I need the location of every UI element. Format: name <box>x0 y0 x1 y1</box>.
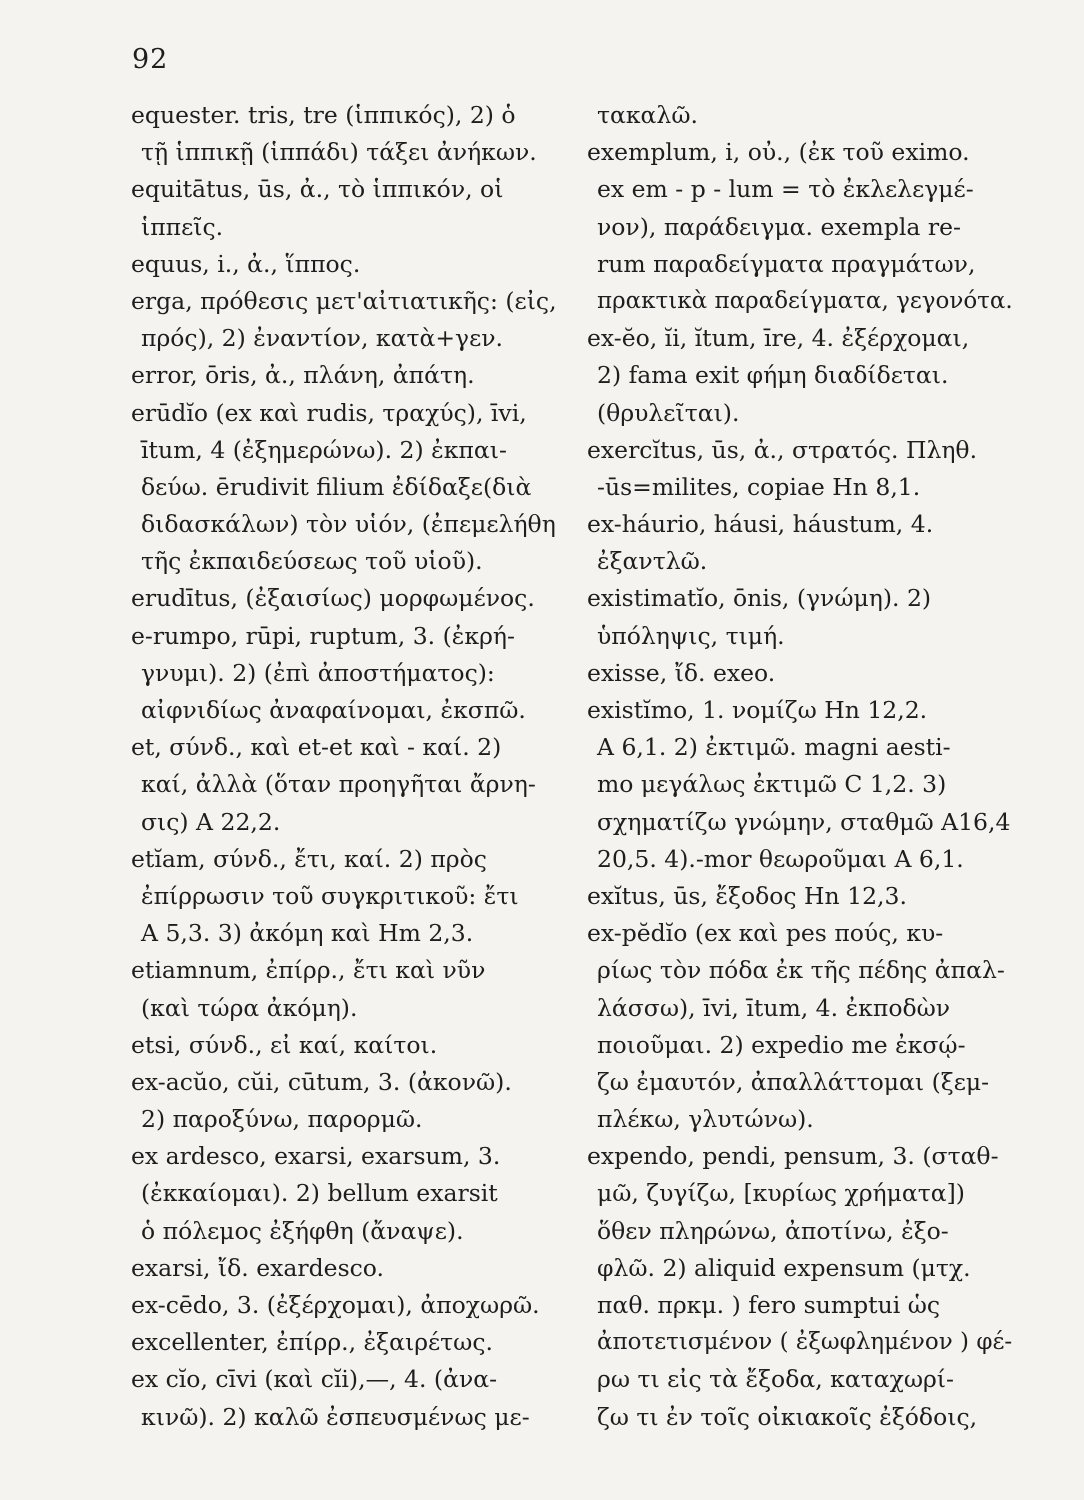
dictionary-line: ὅθεν πληρώνω, ἀποτίνω, ἐξο- <box>597 1216 949 1245</box>
dictionary-line: τακαλῶ. <box>597 101 698 129</box>
dictionary-line: πρακτικὰ παραδείγματα, γεγονότα. <box>597 287 1013 314</box>
dictionary-line: ἐπίρρωσιν τοῦ συγκριτικοῦ: ἔτι <box>141 881 519 910</box>
dictionary-line: πλέκω, γλυτώνω). <box>597 1105 814 1134</box>
dictionary-line: exercĭtus, ūs, ἀ., στρατός. Πληθ. <box>587 435 978 464</box>
dictionary-line: διδασκάλων) τὸν υἱόν, (ἐπεμελήθη <box>141 510 556 539</box>
dictionary-line: ex-pĕdĭo (ex καὶ pes πούς, κυ- <box>587 919 944 948</box>
dictionary-line: rum παραδείγματα πραγμάτων, <box>597 249 976 278</box>
dictionary-line: αἰφνιδίως ἀναφαίνομαι, ἐκσπῶ. <box>141 696 526 724</box>
dictionary-line: τῇ ἱππικῇ (ἱππάδι) τάξει ἀνήκων. <box>141 138 537 167</box>
dictionary-line: ex ardesco, exarsi, exarsum, 3. <box>131 1142 501 1171</box>
dictionary-line: κινῶ). 2) καλῶ ἐσπευσμένως με- <box>141 1402 530 1431</box>
dictionary-line: equitātus, ūs, ἀ., τὸ ἱππικόν, οἱ <box>131 175 504 204</box>
dictionary-line: erudītus, (ἐξαισίως) μορφωμένος. <box>131 584 535 613</box>
dictionary-line: exarsi, ἴδ. exardesco. <box>131 1253 385 1282</box>
dictionary-line: ζω τι ἐν τοῖς οἰκιακοῖς ἐξόδοις, <box>597 1402 978 1431</box>
dictionary-line: ītum, 4 (ἐξημερώνω). 2) ἐκπαι- <box>141 435 507 464</box>
dictionary-line: error, ōris, ἀ., πλάνη, ἀπάτη. <box>131 361 475 390</box>
dictionary-line: 2) fama exit φήμη διαδίδεται. <box>597 361 949 390</box>
dictionary-line: δεύω. ērudivit filium ἐδίδαξε(διὰ <box>141 472 532 501</box>
dictionary-line: ex-háurio, háusi, háustum, 4. <box>587 510 934 539</box>
dictionary-line: ἀποτετισμένον ( ἐξωφλημένον ) φέ- <box>597 1329 1013 1356</box>
dictionary-line: ex-cēdo, 3. (ἐξέρχομαι), ἀποχωρῶ. <box>131 1291 540 1319</box>
dictionary-line: καί, ἀλλὰ (ὅταν προηγῆται ἄρνη- <box>141 770 536 799</box>
dictionary-line: existĭmo, 1. νομίζω Hn 12,2. <box>587 696 928 724</box>
dictionary-line: πρός), 2) ἐναντίον, κατὰ+γεν. <box>141 324 504 353</box>
page-number: 92 <box>132 44 169 75</box>
dictionary-line: etsi, σύνδ., εἰ καί, καίτοι. <box>131 1030 438 1059</box>
dictionary-line: (ἐκκαίομαι). 2) bellum exarsit <box>141 1179 498 1208</box>
right-column <box>587 97 1015 1436</box>
dictionary-line: τῆς ἐκπαιδεύσεως τοῦ υἱοῦ). <box>141 547 483 576</box>
dictionary-line: ἐξαντλῶ. <box>597 547 708 576</box>
dictionary-line: ποιοῦμαι. 2) expedio me ἐκσῴ- <box>597 1030 966 1059</box>
dictionary-line: equus, i., ἀ., ἵππος. <box>131 249 361 278</box>
dictionary-line: ζω ἐμαυτόν, ἀπαλλάττομαι (ξεμ- <box>597 1067 990 1096</box>
dictionary-line: ἱππεῖς. <box>141 212 224 241</box>
dictionary-line: φλῶ. 2) aliquid expensum (μτχ. <box>597 1253 971 1282</box>
dictionary-line: σις) A 22,2. <box>141 807 281 836</box>
dictionary-line: ex cĭo, cīvi (καὶ cĭi),—, 4. (ἀνα- <box>131 1365 498 1394</box>
dictionary-line: mo μεγάλως ἐκτιμῶ C 1,2. 3) <box>597 770 947 799</box>
dictionary-line: erga, πρόθεσις μετ'αἰτιατικῆς: (εἰς, <box>131 286 557 315</box>
dictionary-line: ex em - p - lum = τὸ ἐκλελεγμέ- <box>597 175 974 204</box>
dictionary-line: γνυμι). 2) (ἐπὶ ἀποστήματος): <box>141 658 495 687</box>
dictionary-line: et, σύνδ., καὶ et-et καὶ - καί. 2) <box>131 733 502 762</box>
dictionary-line: ex-acŭo, cŭi, cūtum, 3. (ἀκονῶ). <box>131 1067 512 1096</box>
dictionary-line: erūdĭo (ex καὶ rudis, τραχύς), īvi, <box>131 398 527 427</box>
dictionary-line: A 6,1. 2) ἐκτιμῶ. magni aesti- <box>597 733 951 762</box>
dictionary-line: 20,5. 4).-mor θεωροῦμαι A 6,1. <box>597 844 964 873</box>
dictionary-line: exĭtus, ūs, ἔξοδος Hn 12,3. <box>587 881 907 910</box>
dictionary-line: e-rumpo, rūpi, ruptum, 3. (ἐκρή- <box>131 621 515 650</box>
dictionary-line: ὁ πόλεμος ἐξήφθη (ἄναψε). <box>141 1216 464 1245</box>
dictionary-line: νον), παράδειγμα. exempla re- <box>597 212 961 241</box>
dictionary-line: expendo, pendi, pensum, 3. (σταθ- <box>587 1142 999 1171</box>
dictionary-line: ὑπόληψις, τιμή. <box>597 621 785 650</box>
dictionary-line: equester. tris, tre (ἱππικός), 2) ὁ <box>131 101 516 129</box>
dictionary-line: ρίως τὸν πόδα ἐκ τῆς πέδης ἀπαλ- <box>597 956 1005 985</box>
dictionary-line: excellenter, ἐπίρρ., ἐξαιρέτως. <box>131 1328 493 1357</box>
dictionary-line: ex-ĕo, ĭi, ĭtum, īre, 4. ἐξέρχομαι, <box>587 324 970 353</box>
dictionary-line: (θρυλεῖται). <box>597 398 740 427</box>
dictionary-line: (καὶ τώρα ἀκόμη). <box>141 993 358 1022</box>
dictionary-line: -ūs=milites, copiae Hn 8,1. <box>597 472 921 501</box>
dictionary-line: A 5,3. 3) ἀκόμη καὶ Hm 2,3. <box>141 919 474 948</box>
left-column <box>131 97 563 1436</box>
dictionary-line: παθ. πρκμ. ) fero sumptui ὡς <box>597 1291 941 1319</box>
dictionary-line: σχηματίζω γνώμην, σταθμῶ A16,4 <box>597 807 1011 836</box>
dictionary-line: μῶ, ζυγίζω, [κυρίως χρήματα]) <box>597 1179 965 1208</box>
dictionary-line: existimatĭo, ōnis, (γνώμη). 2) <box>587 584 932 613</box>
dictionary-line: ρω τι εἰς τὰ ἔξοδα, καταχωρί- <box>597 1365 954 1394</box>
dictionary-line: exemplum, i, οὐ., (ἐκ τοῦ eximo. <box>587 138 970 167</box>
dictionary-line: etiamnum, ἐπίρρ., ἔτι καὶ νῦν <box>131 956 486 985</box>
dictionary-line: etĭam, σύνδ., ἔτι, καί. 2) πρὸς <box>131 844 487 873</box>
dictionary-line: 2) παροξύνω, παρορμῶ. <box>141 1105 423 1134</box>
dictionary-line: exisse, ἴδ. exeo. <box>587 658 776 687</box>
dictionary-line: λάσσω), īvi, ītum, 4. ἐκποδὼν <box>597 993 951 1022</box>
